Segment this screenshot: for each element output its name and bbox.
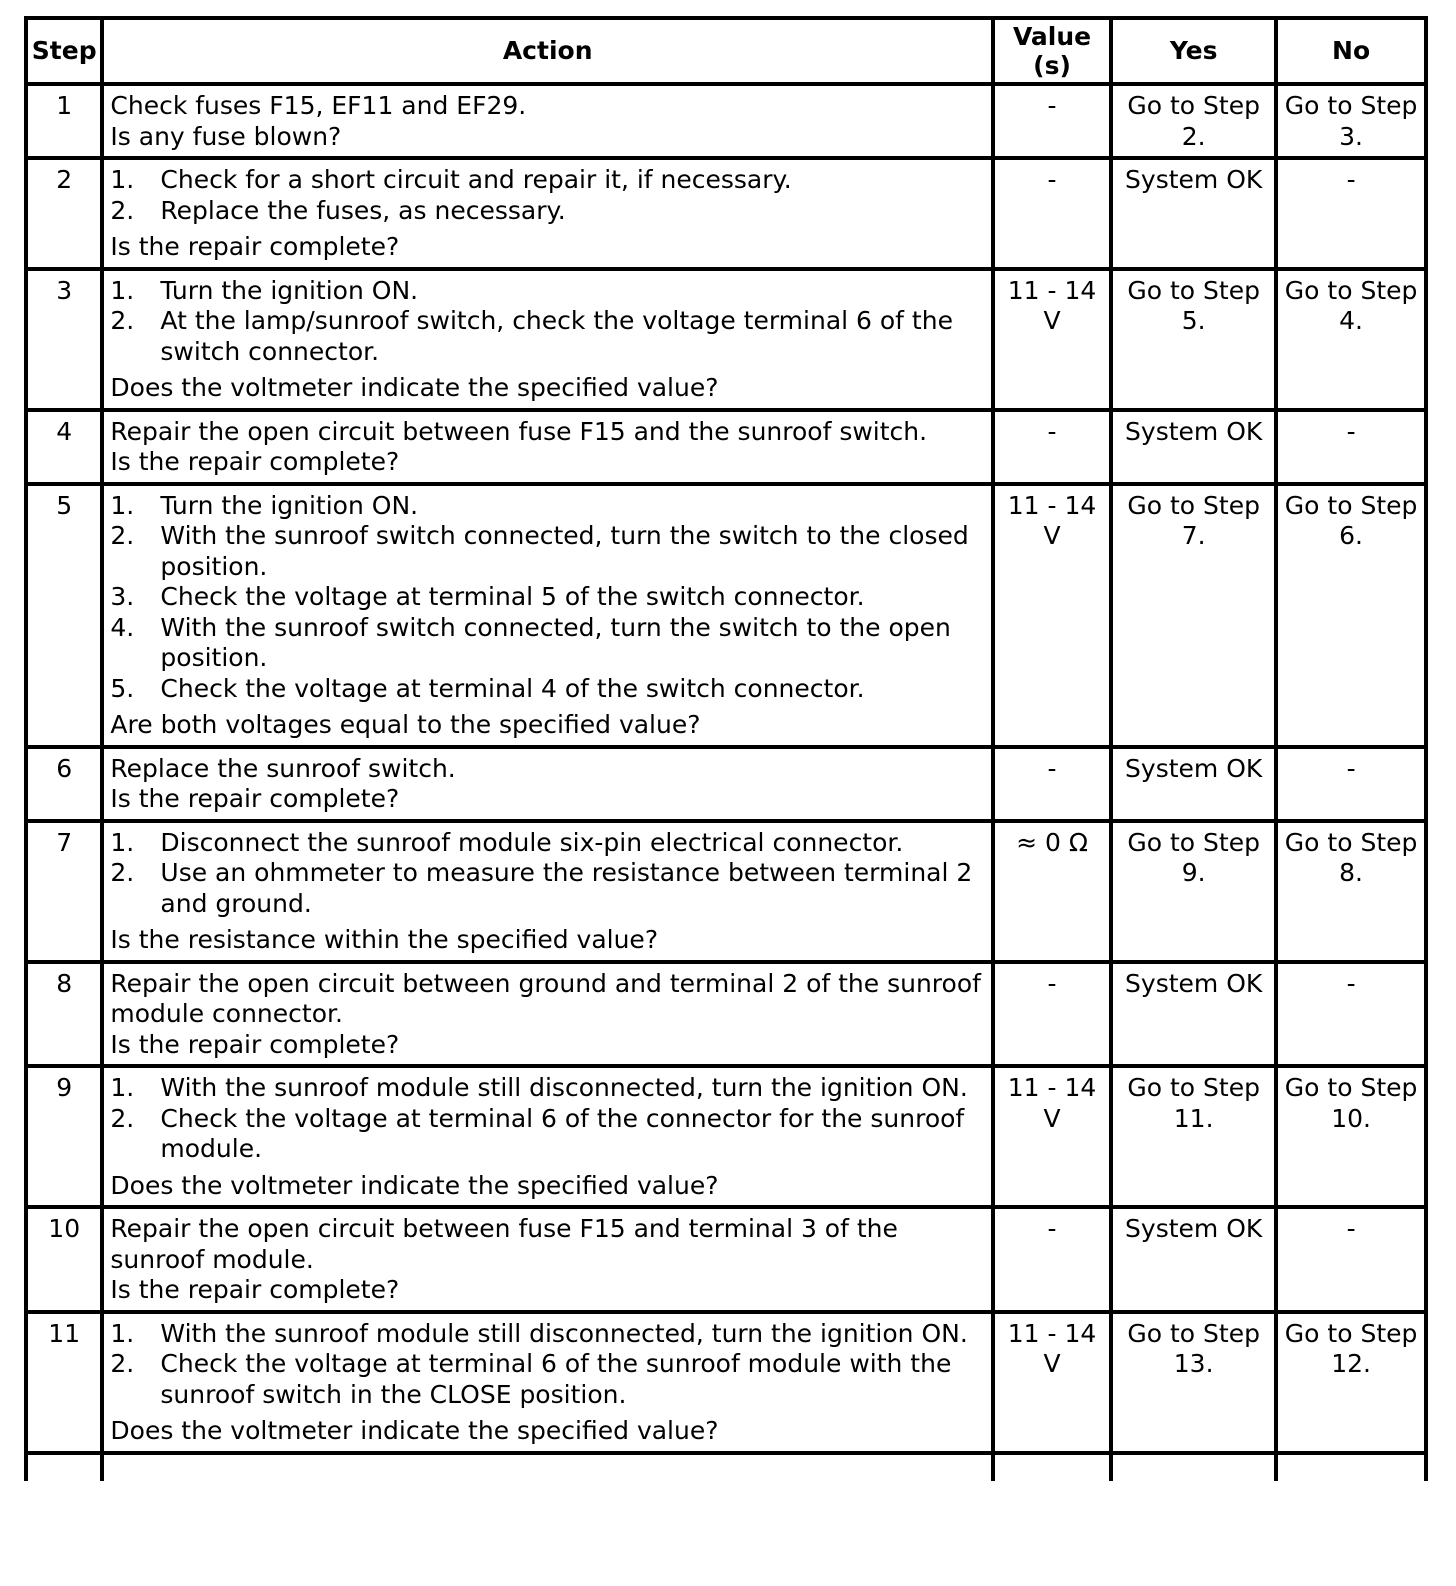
action-step-number: 5. bbox=[110, 673, 135, 703]
value-cell: - bbox=[993, 962, 1111, 1067]
value-cell: 11 - 14 V bbox=[993, 1312, 1111, 1453]
action-step-item bbox=[110, 1319, 985, 1350]
action-step-number: 2. bbox=[110, 858, 135, 887]
yes-header: Yes bbox=[1111, 18, 1276, 84]
no-cell: Go to Step 6. bbox=[1276, 484, 1426, 747]
action-step-text: With the sunroof switch connected, turn the switch to the closed position. bbox=[160, 521, 969, 581]
action-step-text: Replace the fuses, as necessary. bbox=[160, 195, 566, 225]
yes-cell: System OK bbox=[1111, 158, 1276, 269]
step-number-cell: 9 bbox=[26, 1066, 102, 1207]
action-cell bbox=[102, 269, 993, 410]
step-header: Step bbox=[26, 18, 102, 84]
table-header-row bbox=[26, 18, 1426, 84]
action-step-item bbox=[110, 491, 985, 522]
value-cell: - bbox=[993, 158, 1111, 269]
action-step-text: With the sunroof module still disconnected, turn the ignition ON. bbox=[160, 1073, 968, 1102]
action-steps-list bbox=[110, 1319, 985, 1411]
action-cell bbox=[102, 962, 993, 1067]
action-question: Are both voltages equal to the specified value? bbox=[110, 710, 701, 739]
value-header-line: (s) bbox=[1033, 51, 1071, 80]
action-step-number: 1. bbox=[110, 490, 135, 520]
step-number-cell: 1 bbox=[26, 84, 102, 158]
action-question: Does the voltmeter indicate the specified value? bbox=[110, 1416, 719, 1445]
action-cell bbox=[102, 1207, 993, 1312]
action-step-item bbox=[110, 196, 985, 227]
action-line: Replace the sunroof switch. bbox=[110, 753, 456, 783]
action-step-item bbox=[110, 858, 985, 919]
value-cell: 11 - 14 V bbox=[993, 484, 1111, 747]
action-steps-list bbox=[110, 491, 985, 705]
step-number-cell: 4 bbox=[26, 410, 102, 484]
action-step-number: 4. bbox=[110, 612, 135, 642]
value-cell: - bbox=[993, 1207, 1111, 1312]
value-cell: 11 - 14 V bbox=[993, 269, 1111, 410]
action-step-text: With the sunroof module still disconnected, turn the ignition ON. bbox=[160, 1318, 968, 1348]
value-cell: - bbox=[993, 410, 1111, 484]
action-step-text: Disconnect the sunroof module six-pin electrical connector. bbox=[160, 827, 904, 857]
table-row bbox=[26, 84, 1426, 158]
action-step-item bbox=[110, 613, 985, 674]
yes-cell: Go to Step 2. bbox=[1111, 84, 1276, 158]
action-step-text: Turn the ignition ON. bbox=[160, 490, 419, 520]
table-row bbox=[26, 484, 1426, 747]
table-row bbox=[26, 747, 1426, 821]
no-cell: Go to Step 10. bbox=[1276, 1066, 1426, 1207]
action-cell bbox=[102, 821, 993, 962]
action-step-item bbox=[110, 521, 985, 582]
no-cell: Go to Step 12. bbox=[1276, 1312, 1426, 1453]
empty-cell bbox=[26, 1453, 102, 1481]
action-step-number: 2. bbox=[110, 195, 135, 225]
action-line: Repair the open circuit between fuse F15 and terminal 3 of the sunroof module. bbox=[110, 1214, 898, 1274]
table-row bbox=[26, 1066, 1426, 1207]
action-cell bbox=[102, 158, 993, 269]
action-step-number: 1. bbox=[110, 827, 135, 857]
empty-cell bbox=[102, 1453, 993, 1481]
value-header-line: Value bbox=[1012, 22, 1092, 51]
step-number-cell: 8 bbox=[26, 962, 102, 1067]
action-cell bbox=[102, 1066, 993, 1207]
action-step-number: 1. bbox=[110, 165, 135, 194]
yes-cell: Go to Step 13. bbox=[1111, 1312, 1276, 1453]
action-line: Is the repair complete? bbox=[110, 784, 400, 813]
action-step-text: At the lamp/sunroof switch, check the voltage terminal 6 of the switch connector. bbox=[160, 306, 953, 366]
yes-cell: Go to Step 7. bbox=[1111, 484, 1276, 747]
action-cell bbox=[102, 1312, 993, 1453]
step-number-cell: 3 bbox=[26, 269, 102, 410]
action-step-item bbox=[110, 165, 985, 196]
table-row bbox=[26, 158, 1426, 269]
action-steps-list bbox=[110, 1073, 985, 1165]
action-step-item bbox=[110, 582, 985, 613]
action-step-text: Check the voltage at terminal 5 of the switch connector. bbox=[160, 582, 865, 611]
empty-cell bbox=[1111, 1453, 1276, 1481]
action-step-item bbox=[110, 276, 985, 307]
action-step-number: 1. bbox=[110, 275, 135, 305]
value-cell: ≈ 0 Ω bbox=[993, 821, 1111, 962]
action-line: Check fuses F15, EF11 and EF29. bbox=[110, 91, 527, 120]
action-step-item bbox=[110, 1104, 985, 1165]
action-step-number: 2. bbox=[110, 1103, 135, 1133]
action-line: Is the repair complete? bbox=[110, 447, 400, 476]
action-step-item bbox=[110, 1349, 985, 1410]
action-steps-list bbox=[110, 276, 985, 368]
table-body bbox=[26, 84, 1426, 1481]
empty-cell bbox=[993, 1453, 1111, 1481]
yes-cell: System OK bbox=[1111, 1207, 1276, 1312]
action-question: Does the voltmeter indicate the specified value? bbox=[110, 1170, 719, 1200]
action-step-number: 1. bbox=[110, 1073, 135, 1102]
yes-cell: System OK bbox=[1111, 747, 1276, 821]
action-step-number: 3. bbox=[110, 582, 135, 611]
empty-cell bbox=[1276, 1453, 1426, 1481]
step-number-cell: 2 bbox=[26, 158, 102, 269]
table-row-continuation bbox=[26, 1453, 1426, 1481]
yes-cell: Go to Step 11. bbox=[1111, 1066, 1276, 1207]
action-question: Does the voltmeter indicate the specified value? bbox=[110, 373, 719, 402]
no-cell: Go to Step 8. bbox=[1276, 821, 1426, 962]
no-cell: - bbox=[1276, 158, 1426, 269]
yes-cell: System OK bbox=[1111, 410, 1276, 484]
action-step-item bbox=[110, 306, 985, 367]
step-number-cell: 10 bbox=[26, 1207, 102, 1312]
action-step-text: Use an ohmmeter to measure the resistance between terminal 2 and ground. bbox=[160, 858, 973, 918]
step-number-cell: 7 bbox=[26, 821, 102, 962]
diagnostic-table-sheet bbox=[24, 16, 1428, 1481]
table-row bbox=[26, 962, 1426, 1067]
action-step-item bbox=[110, 828, 985, 859]
action-line: Is the repair complete? bbox=[110, 1029, 400, 1059]
action-step-text: With the sunroof switch connected, turn the switch to the open position. bbox=[160, 612, 951, 672]
action-question: Is the repair complete? bbox=[110, 232, 400, 261]
action-step-number: 2. bbox=[110, 306, 135, 335]
action-step-text: Check for a short circuit and repair it, if necessary. bbox=[160, 165, 792, 194]
action-step-number: 2. bbox=[110, 521, 135, 550]
action-step-number: 1. bbox=[110, 1318, 135, 1348]
no-cell: - bbox=[1276, 410, 1426, 484]
table-row bbox=[26, 1207, 1426, 1312]
action-header: Action bbox=[102, 18, 993, 84]
step-number-cell: 11 bbox=[26, 1312, 102, 1453]
value-header bbox=[993, 18, 1111, 84]
action-line: Is the repair complete? bbox=[110, 1275, 400, 1304]
action-line: Repair the open circuit between ground and terminal 2 of the sunroof module connector. bbox=[110, 968, 981, 1028]
action-line: Repair the open circuit between fuse F15 and the sunroof switch. bbox=[110, 416, 928, 446]
step-number-cell: 5 bbox=[26, 484, 102, 747]
action-line: Is any fuse blown? bbox=[110, 121, 342, 151]
no-cell: - bbox=[1276, 1207, 1426, 1312]
action-cell bbox=[102, 484, 993, 747]
no-cell: Go to Step 4. bbox=[1276, 269, 1426, 410]
action-step-item bbox=[110, 674, 985, 705]
yes-cell: System OK bbox=[1111, 962, 1276, 1067]
table-row bbox=[26, 410, 1426, 484]
value-cell: - bbox=[993, 84, 1111, 158]
table-row bbox=[26, 821, 1426, 962]
no-cell: - bbox=[1276, 962, 1426, 1067]
action-step-text: Check the voltage at terminal 6 of the sunroof module with the sunroof switch in the CLOSE position. bbox=[160, 1349, 952, 1409]
action-cell bbox=[102, 84, 993, 158]
no-header: No bbox=[1276, 18, 1426, 84]
value-cell: - bbox=[993, 747, 1111, 821]
yes-cell: Go to Step 9. bbox=[1111, 821, 1276, 962]
action-step-text: Turn the ignition ON. bbox=[160, 275, 419, 305]
action-cell bbox=[102, 747, 993, 821]
table-row bbox=[26, 269, 1426, 410]
step-number-cell: 6 bbox=[26, 747, 102, 821]
value-cell: 11 - 14 V bbox=[993, 1066, 1111, 1207]
action-cell bbox=[102, 410, 993, 484]
action-step-item bbox=[110, 1073, 985, 1104]
table-row bbox=[26, 1312, 1426, 1453]
yes-cell: Go to Step 5. bbox=[1111, 269, 1276, 410]
no-cell: Go to Step 3. bbox=[1276, 84, 1426, 158]
action-step-text: Check the voltage at terminal 6 of the connector for the sunroof module. bbox=[160, 1103, 965, 1163]
action-step-text: Check the voltage at terminal 4 of the switch connector. bbox=[160, 673, 865, 703]
action-question: Is the resistance within the specified value? bbox=[110, 925, 659, 954]
no-cell: - bbox=[1276, 747, 1426, 821]
diagnostic-table bbox=[24, 16, 1428, 1481]
action-steps-list bbox=[110, 165, 985, 226]
action-steps-list bbox=[110, 828, 985, 920]
action-step-number: 2. bbox=[110, 1349, 135, 1378]
